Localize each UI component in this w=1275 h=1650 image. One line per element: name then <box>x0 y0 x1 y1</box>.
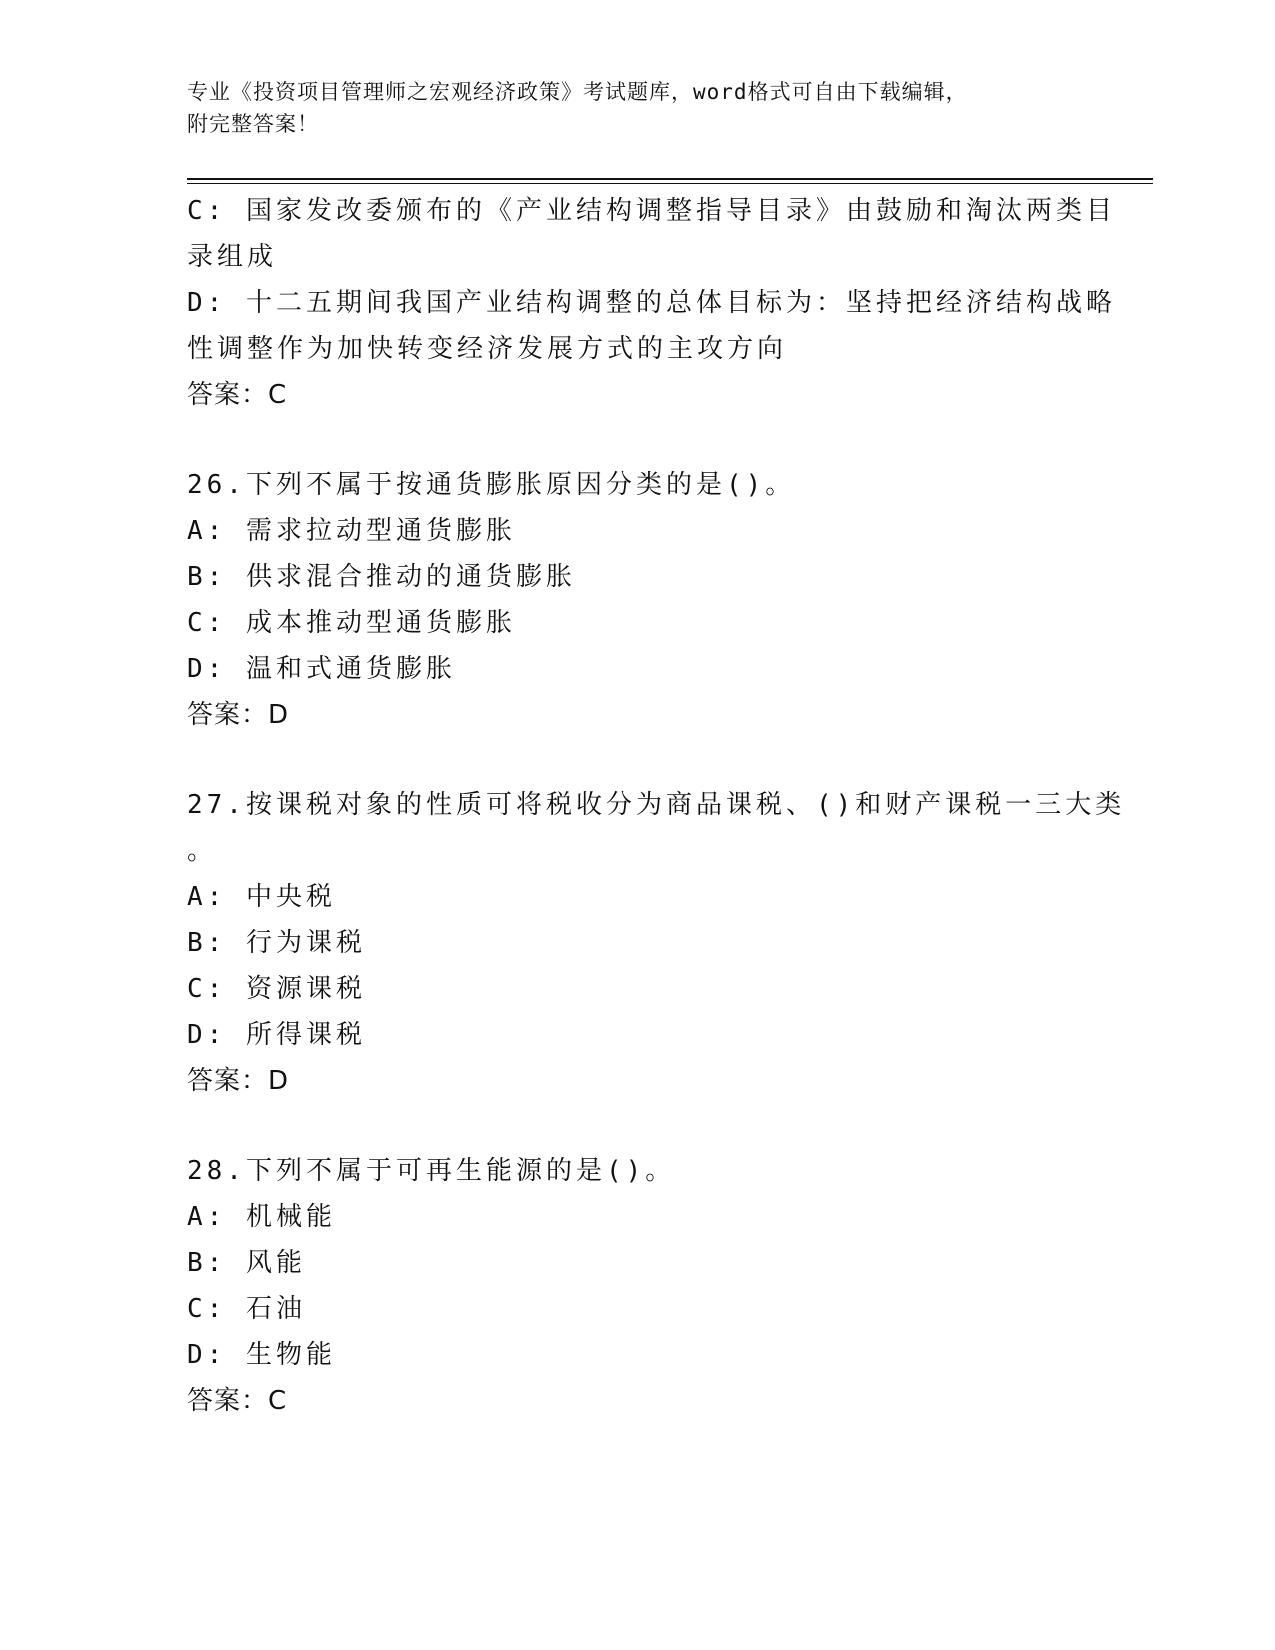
question-text: 28.下列不属于可再生能源的是()。 <box>187 1156 676 1186</box>
option-line: B: 行为课税 <box>187 928 366 958</box>
option-line: A: 中央税 <box>187 882 336 912</box>
block-spacer <box>187 738 1087 782</box>
question-text: 26.下列不属于按通货膨胀原因分类的是()。 <box>187 470 796 500</box>
question-text-continued: 。 <box>187 836 218 866</box>
answer-line: 答案：C <box>187 380 288 410</box>
option-line: D: 十二五期间我国产业结构调整的总体目标为：坚持把经济结构战略 <box>187 288 1116 318</box>
question-block-28 <box>187 1148 1087 1424</box>
question-block-25 <box>187 188 1116 418</box>
question-text: 27.按课税对象的性质可将税收分为商品课税、()和财产课税一三大类 <box>187 790 1126 820</box>
option-line: 录组成 <box>187 242 278 272</box>
option-line: C: 资源课税 <box>187 974 366 1004</box>
question-block-27 <box>187 782 1126 1104</box>
answer-line: 答案：D <box>187 700 290 730</box>
header-rule-thick <box>187 178 1153 180</box>
question-block-26 <box>187 462 1087 738</box>
answer-line: 答案：C <box>187 1386 288 1416</box>
block-spacer <box>187 1104 1087 1148</box>
option-line: C: 石油 <box>187 1294 306 1324</box>
option-line: C: 成本推动型通货膨胀 <box>187 608 516 638</box>
answer-line: 答案：D <box>187 1066 290 1096</box>
option-line: D: 生物能 <box>187 1340 336 1370</box>
page-header <box>187 76 1067 140</box>
option-line: C: 国家发改委颁布的《产业结构调整指导目录》由鼓励和淘汰两类目 <box>187 196 1116 226</box>
option-line: A: 需求拉动型通货膨胀 <box>187 516 516 546</box>
header-rule-thin <box>187 183 1153 184</box>
option-line: B: 风能 <box>187 1248 306 1278</box>
option-line: D: 温和式通货膨胀 <box>187 654 456 684</box>
block-spacer <box>187 418 1087 462</box>
option-line: 性调整作为加快转变经济发展方式的主攻方向 <box>187 334 788 364</box>
option-line: B: 供求混合推动的通货膨胀 <box>187 562 576 592</box>
option-line: D: 所得课税 <box>187 1020 366 1050</box>
question-list <box>187 188 1126 1424</box>
header-line-2: 附完整答案！ <box>187 112 319 136</box>
header-line-1: 专业《投资项目管理师之宏观经济政策》考试题库，word格式可自由下载编辑， <box>187 80 968 104</box>
option-line: A: 机械能 <box>187 1202 336 1232</box>
